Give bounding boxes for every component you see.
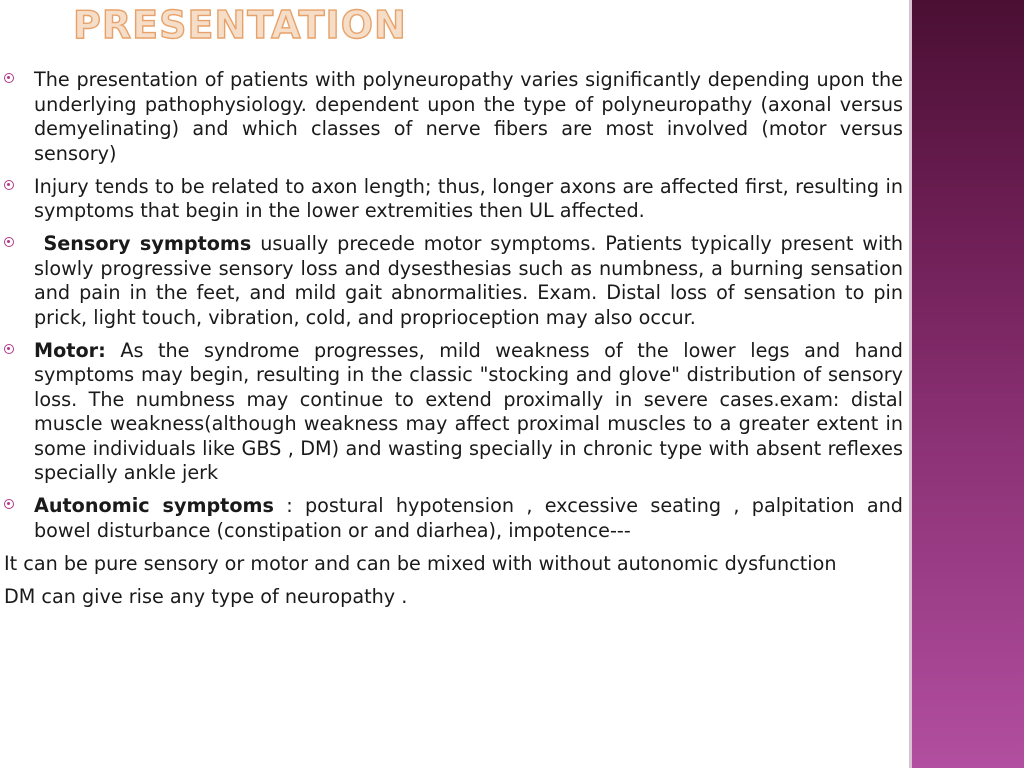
slide-title: PRESENTATION xyxy=(73,3,407,47)
bullet-item xyxy=(4,68,903,166)
bullet-item xyxy=(4,175,903,224)
plain-line: It can be pure sensory or motor and can be mixed with without autonomic dysfunction xyxy=(4,551,837,575)
bullet-item xyxy=(4,232,903,330)
plain-line: DM can give rise any type of neuropathy . xyxy=(4,584,408,608)
bullet-text: The presentation of patients with polyneuropathy varies significantly depending upon the underlying pathophysiology. dependent upon the type of polyneuropathy (axonal versus demyelinating) and which classes of nerve fibers are most involved (motor versus sensory) xyxy=(34,68,903,165)
bullet-icon xyxy=(4,180,14,190)
bullet-icon xyxy=(4,344,14,354)
bullet-text: usually precede motor symptoms. Patients typically present with slowly progressive sensory loss and dysesthesias such as numbness, a burning sensation and pain in the feet, and mild gait abnormalities. Exam. Distal loss of sensation to pin prick, light touch, vibration, cold, and proprioception may also occur. xyxy=(34,232,904,329)
bullet-item xyxy=(4,494,903,543)
bullet-lead: Autonomic symptoms xyxy=(34,494,274,517)
bullet-icon xyxy=(4,499,14,509)
slide-body xyxy=(4,68,903,618)
bullet-lead: Motor: xyxy=(34,338,106,362)
bullet-text: Injury tends to be related to axon length; thus, longer axons are affected first, resulting in symptoms that begin in the lower extremities then UL affected. xyxy=(34,174,903,222)
bullet-item xyxy=(4,339,903,486)
bullet-lead: Sensory symptoms xyxy=(34,232,252,255)
bullet-icon xyxy=(4,237,14,247)
bullet-text: As the syndrome progresses, mild weakness of the lower legs and hand symptoms may begin, resulting in the classic "stocking and glove" distribution of sensory loss. The numbness may continue to extend proximally in severe cases.exam: distal muscle weakness(although weakness may affect proximal muscles to a greater extent in some individuals like GBS , DM) and wasting specially in chronic type with absent reflexes specially ankle jerk xyxy=(34,338,903,484)
bullet-icon xyxy=(4,73,14,83)
decorative-side-band xyxy=(912,0,1024,768)
bullet-text: : postural hypotension , excessive seating , palpitation and bowel disturbance (constipation or and diarhea), impotence--- xyxy=(34,494,903,542)
